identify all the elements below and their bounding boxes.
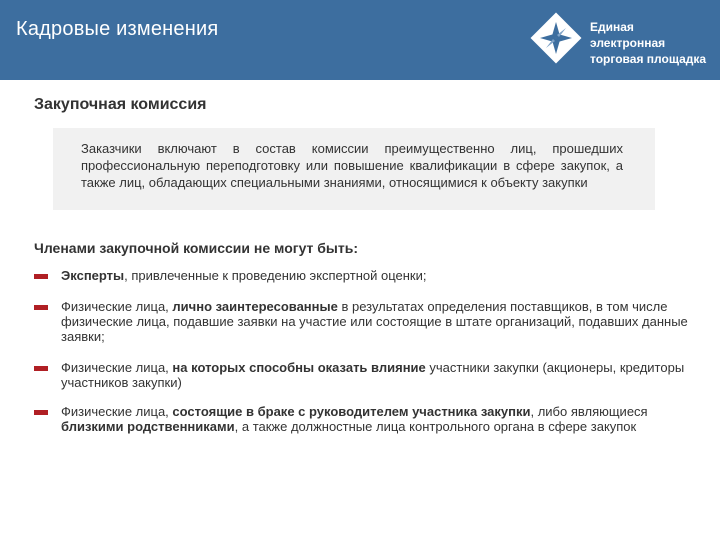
list-item-experts [61,268,701,283]
section-title: Закупочная комиссия [34,96,207,113]
header-bar [0,0,720,80]
logo-line-2: торговая площадка [590,52,707,66]
list-item-interested [61,299,701,344]
item-text: Физические лица, [61,360,173,375]
quote-box [53,128,655,210]
item-bold: на которых способны оказать влияние [172,360,426,375]
list-item-influenced [61,360,701,390]
item-text: Физические лица, [61,404,173,419]
item-bold: состоящие в браке с руководителем участника закупки [172,404,531,419]
bullet-marker [34,366,48,371]
item-bold: Эксперты [61,268,125,283]
logo-text [590,19,708,67]
compass-star-logo-icon [528,10,584,66]
item-text: в результатах определения поставщиков, в том числе физические лица, подавшие заявки на участие или состоящие в штате организаций, подавших данные заявки; [61,299,688,344]
slide-title: Кадровые изменения [16,18,219,40]
list-lead: Членами закупочной комиссии не могут быть: [34,240,359,256]
bullet-marker [34,305,48,310]
item-text: , привлеченные к проведению экспертной оценки; [124,268,427,283]
quote-text: Заказчики включают в состав комиссии преимущественно лиц, прошедших профессиональную переподготовку или повышение квалификации в сфере закупок, а также лиц, обладающих специальными знаниями, относящимися к объекту закупки [81,141,623,190]
item-text: , а также должностные лица контрольного органа в сфере закупок [234,419,637,434]
item-text: участники закупки (акционеры, кредиторы участников закупки) [61,360,685,390]
logo-line-1: Единая электронная [590,20,666,50]
item-bold: лично заинтересованные [172,299,338,314]
list-item-relatives [61,404,701,434]
bullet-marker [34,274,48,279]
item-text: Физические лица, [61,299,173,314]
item-text: , либо являющиеся [530,404,648,419]
logo [528,10,708,70]
item-bold: близкими родственниками [61,419,235,434]
bullet-marker [34,410,48,415]
